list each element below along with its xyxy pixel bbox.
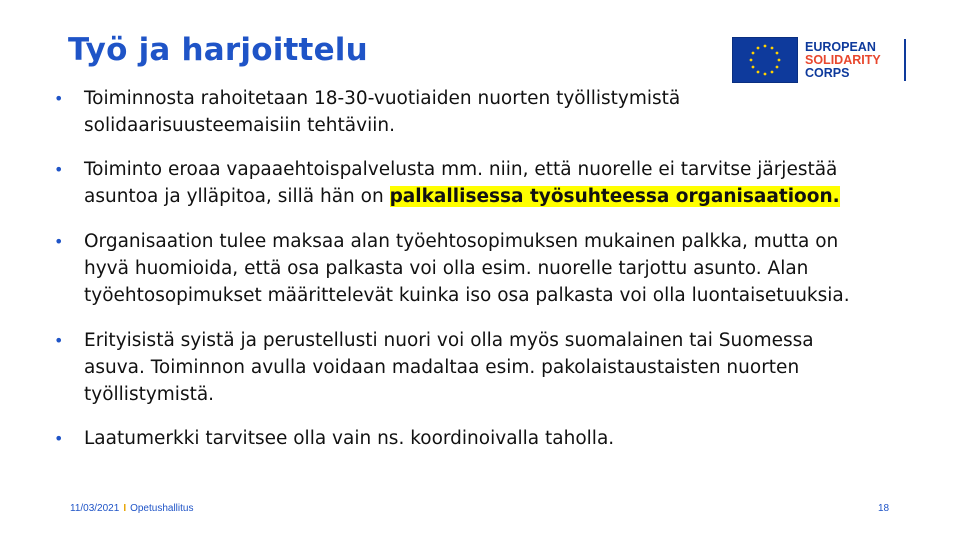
bullet-dot-icon: • — [54, 429, 64, 448]
bullet-item — [54, 425, 854, 452]
bullet-text: Laatumerkki tarvitsee olla vain ns. koordinoivalla taholla. — [84, 428, 615, 449]
footer — [70, 503, 193, 514]
logo-line-3: CORPS — [805, 65, 850, 80]
footer-org: Opetushallitus — [130, 503, 194, 514]
bullet-dot-icon: • — [54, 331, 64, 350]
logo-divider — [904, 39, 906, 81]
logo-line-2: SOLIDARITY — [805, 52, 881, 67]
bullet-list — [54, 85, 854, 452]
bullet-dot-icon: • — [54, 232, 64, 251]
page-number: 18 — [878, 503, 890, 514]
european-solidarity-corps-logo — [732, 37, 906, 83]
bullet-dot-icon: • — [54, 89, 64, 108]
bullet-item — [54, 156, 854, 210]
bullet-item — [54, 228, 854, 309]
bullet-dot-icon: • — [54, 160, 64, 179]
footer-date: 11/03/2021 — [70, 503, 120, 514]
bullet-item — [54, 327, 854, 408]
bullet-text: Erityisistä syistä ja perustellusti nuori voi olla myös suomalainen tai Suomessa asuva. Toiminnon avulla voidaan madaltaa esim. pakolaistaustaisten nuorten työllistymistä. — [84, 330, 814, 405]
logo-wordmark — [805, 41, 881, 80]
highlighted-text: palkallisessa työsuhteessa organisaatioon. — [389, 186, 840, 207]
bullet-text: Toiminnosta rahoitetaan 18-30-vuotiaiden nuorten työllistymistä solidaarisuusteemaisiin tehtäviin. — [84, 88, 681, 136]
bullet-text: Toiminto eroaa vapaaehtoispalvelusta mm. niin, että nuorelle ei tarvitse järjestää asuntoa ja ylläpitoa, sillä hän on — [84, 159, 838, 207]
eu-flag-icon — [732, 37, 798, 83]
bullet-item — [54, 85, 854, 139]
slide-title: Työ ja harjoittelu — [68, 32, 368, 68]
bullet-text: Organisaation tulee maksaa alan työehtosopimuksen mukainen palkka, mutta on hyvä huomioida, että osa palkasta voi olla esim. nuorelle tarjottu asunto. Alan työehtosopimukset määrittelevät kuinka iso osa palkasta voi olla luontaisetuuksia. — [84, 231, 850, 306]
logo-line-1: EUROPEAN — [805, 39, 876, 54]
footer-separator: I — [123, 503, 127, 514]
